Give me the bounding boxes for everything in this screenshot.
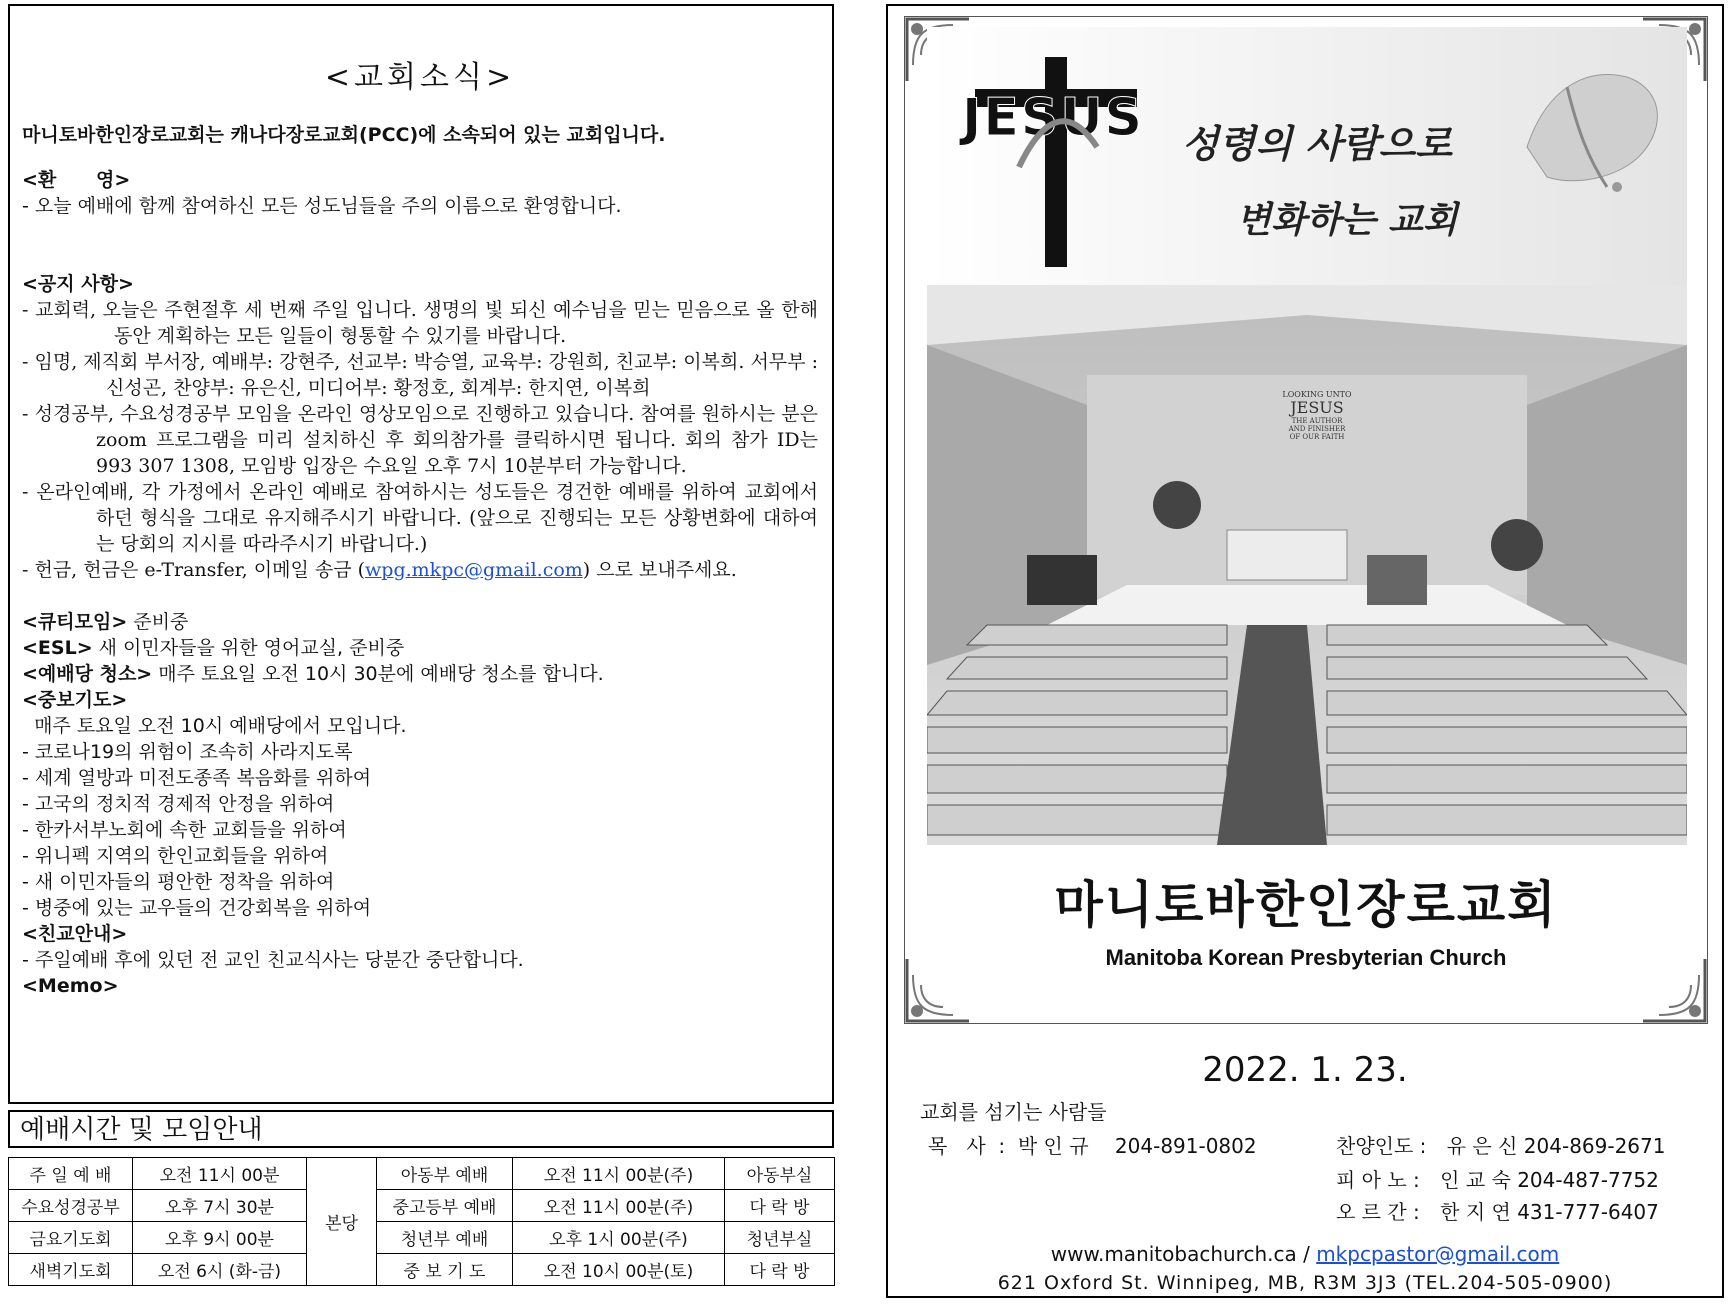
notice-item-offering [22, 557, 818, 583]
prayer-line: - 고국의 정치적 경제적 안정을 위하여 [22, 793, 335, 815]
bulletin-cover-panel [886, 4, 1724, 1298]
meeting-place: 다 락 방 [725, 1254, 835, 1286]
contact-line [888, 1242, 1722, 1266]
service-name: 주 일 예 배 [9, 1158, 133, 1190]
service-time: 오전 6시 (화-금) [133, 1254, 307, 1286]
cleaning-line [22, 661, 818, 687]
offering-text-end: ) 으로 보내주세요. [582, 559, 737, 581]
banner-line: AND FINISHER [1288, 425, 1346, 433]
slogan-line-2: 변화하는 교회 [1236, 199, 1458, 241]
banner-jesus [1282, 390, 1352, 441]
news-intro: 마니토바한인장로교회는 캐나다장로교회(PCC)에 소속되어 있는 교회입니다. [22, 124, 666, 146]
church-name-english: Manitoba Korean Presbyterian Church [1105, 945, 1507, 970]
staff-role: 오 르 간 : [1336, 1200, 1420, 1224]
welcome-text: - 오늘 예배에 함께 참여하신 모든 성도님들을 주의 이름으로 환영합니다. [22, 195, 622, 217]
meeting-place: 아동부실 [725, 1158, 835, 1190]
fellowship-text: - 주일예배 후에 있던 전 교인 친교식사는 당분간 중단합니다. [22, 949, 524, 971]
staff-row [1336, 1196, 1659, 1225]
pastor-row [928, 1130, 1257, 1159]
cleaning-text: 매주 토요일 오전 10시 30분에 예배당 청소를 합니다. [152, 663, 604, 685]
service-time: 오전 11시 00분 [133, 1158, 307, 1190]
prayer-line: - 위니펙 지역의 한인교회들을 위하여 [22, 845, 329, 867]
prayer-line: - 코로나19의 위험이 조속히 사라지도록 [22, 741, 353, 763]
logo-text: JESUS [962, 88, 1144, 148]
notice-item: - 임명, 제직회 부서장, 예배부: 강현주, 선교부: 박승열, 교육부: 강원희, 친교부: 이복희. 서무부 : 신성곤, 찬양부: 유은신, 미디어부: 황정호, 회계부: 한지연, 이복희 [22, 351, 818, 399]
meeting-time: 오전 11시 00분(주) [513, 1190, 725, 1222]
bulletin-date: 2022. 1. 23. [1202, 1050, 1408, 1090]
pastor-phone: 204-891-0802 [1114, 1134, 1257, 1158]
church-address: 621 Oxford St. Winnipeg, MB, R3M 3J3 (TEL.204-505-0900) [997, 1272, 1613, 1294]
meeting-place: 청년부실 [725, 1222, 835, 1254]
memo-heading: <Memo> [22, 975, 119, 997]
service-time: 오후 9시 00분 [133, 1222, 307, 1254]
staff-role: 찬양인도 : [1336, 1134, 1427, 1158]
banner-line: LOOKING UNTO [1282, 390, 1352, 399]
banner-line: OF OUR FAITH [1289, 433, 1345, 441]
esl-text: 새 이민자들을 위한 영어교실, 준비중 [92, 637, 405, 659]
meeting-name: 중 보 기 도 [377, 1254, 513, 1286]
pastor-label: 목 사 : 박 인 규 [928, 1134, 1089, 1158]
qt-line [22, 609, 818, 635]
meeting-name: 아동부 예배 [377, 1158, 513, 1190]
staff-row [1336, 1164, 1659, 1193]
prayer-line: 매주 토요일 오전 10시 예배당에서 모입니다. [22, 715, 407, 737]
staff-name: 유 은 신 [1446, 1134, 1518, 1158]
notice-item: - 교회력, 오늘은 주현절후 세 번째 주일 입니다. 생명의 빛 되신 예수님을 믿는 믿음으로 올 한해 동안 계획하는 모든 일들이 형통할 수 있기를 바랍니다. [22, 299, 818, 347]
staff-phone: 204-487-7752 [1517, 1168, 1659, 1192]
schedule-table [8, 1157, 835, 1286]
offering-text-start: - 헌금, 헌금은 e-Transfer, 이메일 송금 ( [22, 559, 366, 581]
service-name: 수요성경공부 [9, 1190, 133, 1222]
website-link[interactable]: www.manitobachurch.ca [1050, 1242, 1297, 1266]
slogan-line-1: 성령의 사람으로 [1181, 121, 1453, 166]
schedule-title: 예배시간 및 모임안내 [8, 1110, 834, 1148]
contact-separator: / [1296, 1242, 1317, 1266]
table-row [9, 1254, 835, 1286]
notice-item: - 성경공부, 수요성경공부 모임을 온라인 영상모임으로 진행하고 있습니다. 참여를 원하시는 분은 zoom 프로그램을 미리 설치하신 후 회의참가를 클릭하시면 됩니다. 회의 참가 ID는 993 307 1308, 모임방 입장은 수요일 오후 7시 10분부터 가능합니다. [22, 403, 818, 477]
church-news-panel [8, 4, 834, 1104]
meeting-name: 중고등부 예배 [377, 1190, 513, 1222]
service-time: 오후 7시 30분 [133, 1190, 307, 1222]
meeting-name: 청년부 예배 [377, 1222, 513, 1254]
cover-frame [904, 16, 1708, 1024]
meeting-time: 오후 1시 00분(주) [513, 1222, 725, 1254]
service-place: 본당 [307, 1158, 377, 1286]
pastor-email-link[interactable]: mkpcpastor@gmail.com [1316, 1242, 1560, 1266]
welcome-heading: <환 영> [22, 169, 131, 191]
staff-name: 인 교 숙 [1440, 1168, 1511, 1192]
esl-heading: <ESL> [22, 637, 93, 659]
table-row [9, 1222, 835, 1254]
staff-phone: 431-777-6407 [1517, 1200, 1659, 1224]
qt-text: 준비중 [127, 611, 189, 633]
staff-row [1336, 1130, 1665, 1159]
church-name-korean: 마니토바한인장로교회 [1054, 876, 1558, 934]
esl-line [22, 635, 818, 661]
meeting-time: 오전 10시 00분(토) [513, 1254, 725, 1286]
banner-line: JESUS [1290, 398, 1344, 417]
table-row [9, 1190, 835, 1222]
meeting-place: 다 락 방 [725, 1190, 835, 1222]
prayer-line: - 새 이민자들의 평안한 정착을 위하여 [22, 871, 335, 893]
service-name: 금요기도회 [9, 1222, 133, 1254]
staff-role: 피 아 노 : [1336, 1168, 1420, 1192]
staff-name: 한 지 연 [1440, 1200, 1511, 1224]
sanctuary-photo [927, 285, 1687, 845]
prayer-line: - 병중에 있는 교우들의 건강회복을 위하여 [22, 897, 372, 919]
table-row [9, 1158, 835, 1190]
notice-heading: <공지 사항> [22, 273, 134, 295]
prayer-line: - 한카서부노회에 속한 교회들을 위하여 [22, 819, 347, 841]
offering-email-link[interactable]: wpg.mkpc@gmail.com [365, 559, 583, 581]
banner-line: THE AUTHOR [1291, 417, 1343, 425]
staff-heading: 교회를 섬기는 사람들 [920, 1100, 1107, 1124]
meeting-time: 오전 11시 00분(주) [513, 1158, 725, 1190]
cleaning-heading: <예배당 청소> [22, 663, 153, 685]
news-title: <교회소식> [324, 60, 516, 95]
fellowship-heading: <친교안내> [22, 923, 128, 945]
prayer-heading: <중보기도> [22, 689, 128, 711]
prayer-line: - 세계 열방과 미전도종족 복음화를 위하여 [22, 767, 372, 789]
notice-item: - 온라인예배, 각 가정에서 온라인 예배로 참여하시는 성도들은 경건한 예배를 위하여 교회에서 하던 형식을 그대로 유지해주시기 바랍니다. (앞으로 진행되는 모든 상황변화에 대하여는 당회의 지시를 따라주시기 바랍니다.) [22, 481, 818, 555]
cover-header [927, 27, 1687, 287]
qt-heading: <큐티모임> [22, 611, 128, 633]
staff-phone: 204-869-2671 [1523, 1134, 1666, 1158]
service-name: 새벽기도회 [9, 1254, 133, 1286]
